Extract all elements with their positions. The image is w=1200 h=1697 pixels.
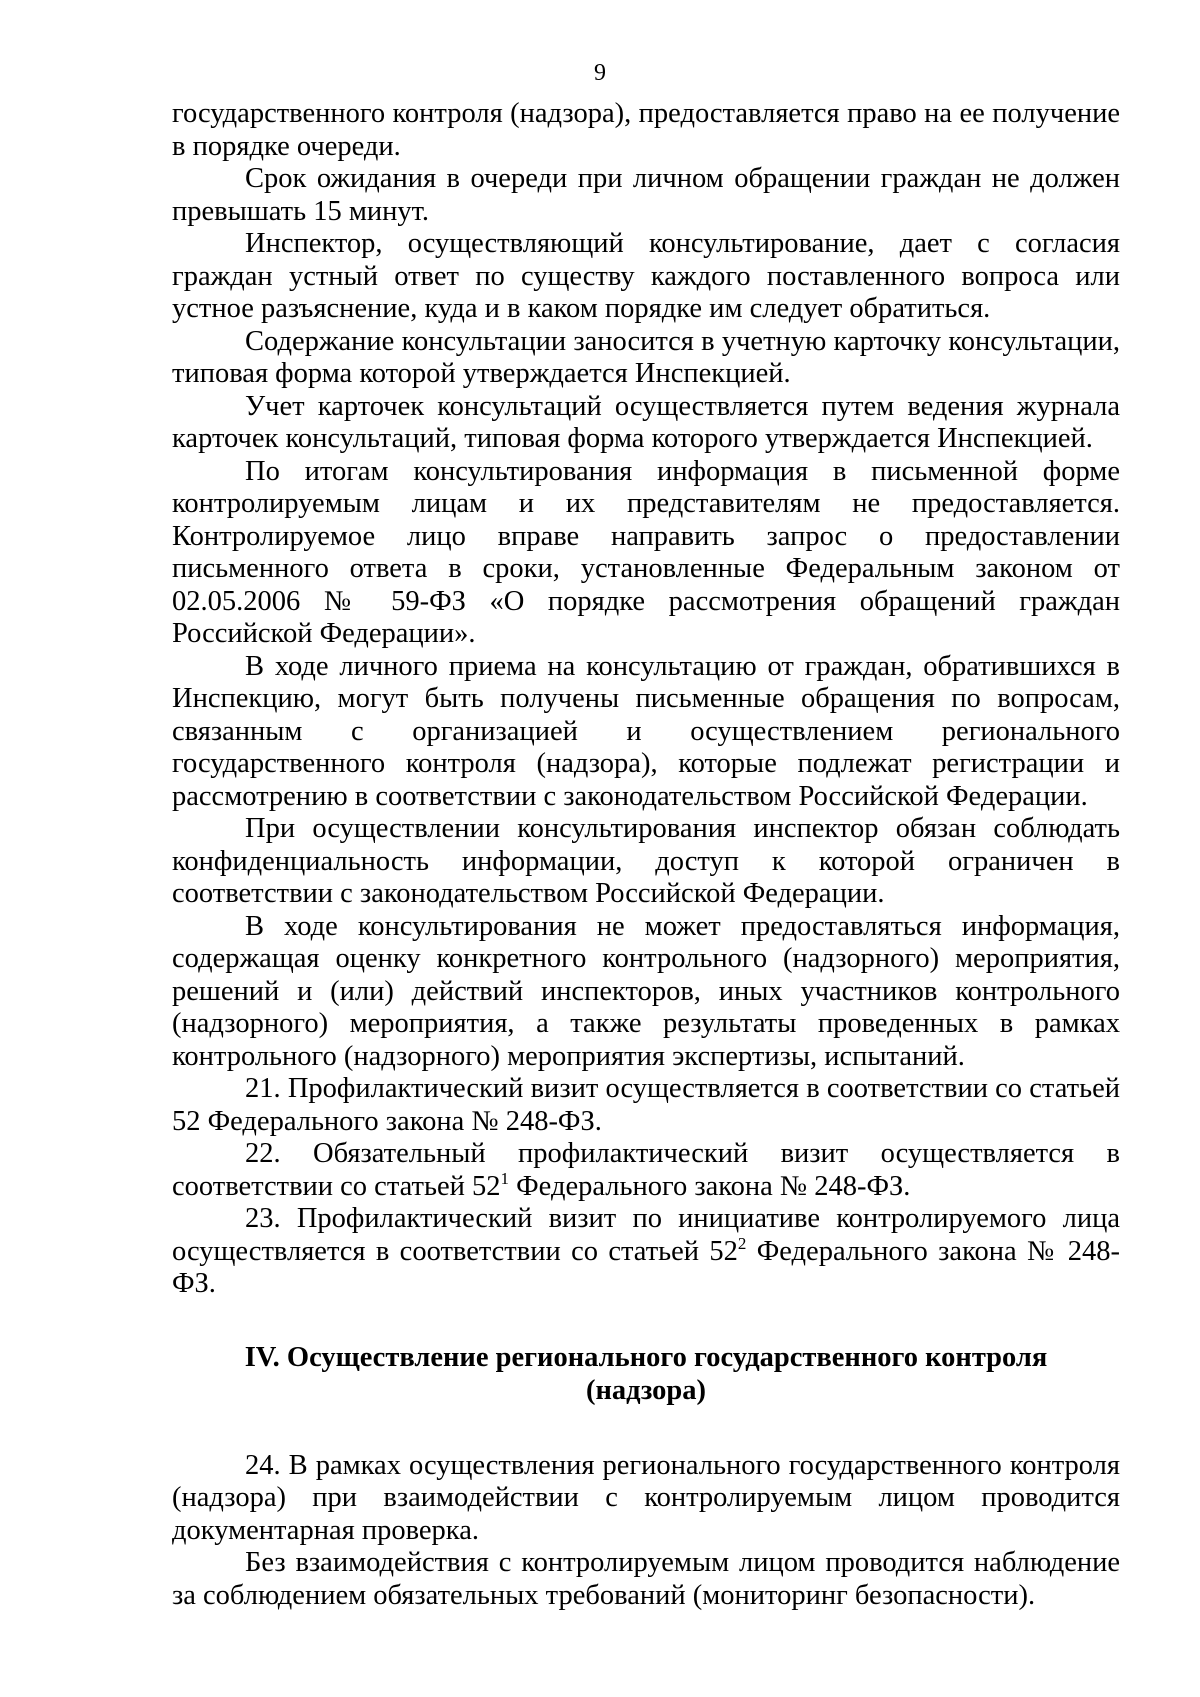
paragraph-confidentiality: При осуществлении консультирования инспектор обязан соблюдать конфиденциальность информации, доступ к которой ограничен в соответствии с законодательством Российской Федерации.	[172, 813, 1120, 909]
item-23-tail: Федерального закона № 248-ФЗ.	[172, 1235, 1120, 1299]
paragraph-card-journal: Учет карточек консультаций осуществляется путем ведения журнала карточек консультаций, типовая форма которого утверждается Инспекцией.	[172, 390, 1120, 454]
item-22-superscript: 1	[500, 1168, 510, 1188]
paragraph-inspector-answer: Инспектор, осуществляющий консультирование, дает с согласия граждан устный ответ по существу каждого поставленного вопроса или устное разъяснение, куда и в каком порядке им следует обратиться.	[172, 228, 1120, 324]
paragraph-item-22	[172, 1138, 1120, 1203]
document-body	[172, 98, 1120, 1612]
page-number: 9	[594, 60, 606, 86]
paragraph-queue-wait: Срок ожидания в очереди при личном обращении граждан не должен превышать 15 минут.	[172, 163, 1120, 227]
paragraph-consultation-card: Содержание консультации заносится в учетную карточку консультации, типовая форма которой утверждается Инспекцией.	[172, 325, 1120, 389]
item-23-superscript: 2	[737, 1233, 747, 1253]
paragraph-monitoring: Без взаимодействия с контролируемым лицом проводится наблюдение за соблюдением обязательных требований (мониторинг безопасности).	[172, 1547, 1120, 1611]
paragraph-written-answer: По итогам консультирования информация в письменной форме контролируемым лицам и их представителям не предоставляется. Контролируемое лицо вправе направить запрос о предоставлении письменного ответа в сроки, установленные Федеральным законом от 02.05.2006 № 59-ФЗ «О порядке рассмотрения обращений граждан Российской Федерации».	[172, 455, 1120, 649]
item-22-tail: Федерального закона № 248-ФЗ.	[509, 1170, 911, 1202]
paragraph-item-23	[172, 1203, 1120, 1301]
paragraph-item-21: 21. Профилактический визит осуществляется в соответствии со статьей 52 Федерального закона № 248-ФЗ.	[172, 1073, 1120, 1137]
paragraph-item-24: 24. В рамках осуществления регионального государственного контроля (надзора) при взаимодействии с контролируемым лицом проводится документарная проверка.	[172, 1449, 1120, 1546]
paragraph-continuation: государственного контроля (надзора), предоставляется право на ее получение в порядке очереди.	[172, 98, 1120, 162]
section-heading: IV. Осуществление регионального государственного контроля (надзора)	[244, 1341, 1048, 1406]
item-23-text: 23. Профилактический визит по инициативе контролируемого лица осуществляется в соответствии со статьей 52	[172, 1203, 1120, 1267]
item-22-text: 22. Обязательный профилактический визит осуществляется в соответствии со статьей 52	[172, 1138, 1120, 1202]
paragraph-restricted-info: В ходе консультирования не может предоставляться информация, содержащая оценку конкретного контрольного (надзорного) мероприятия, решений и (или) действий инспекторов, иных участников контрольного (надзорного) мероприятия, а также результаты проведенных в рамках контрольного (надзорного) мероприятия экспертизы, испытаний.	[172, 910, 1120, 1072]
paragraph-personal-reception: В ходе личного приема на консультацию от граждан, обратившихся в Инспекцию, могут быть получены письменные обращения по вопросам, связанным с организацией и осуществлением регионального государственного контроля (надзора), которые подлежат регистрации и рассмотрению в соответствии с законодательством Российской Федерации.	[172, 650, 1120, 812]
